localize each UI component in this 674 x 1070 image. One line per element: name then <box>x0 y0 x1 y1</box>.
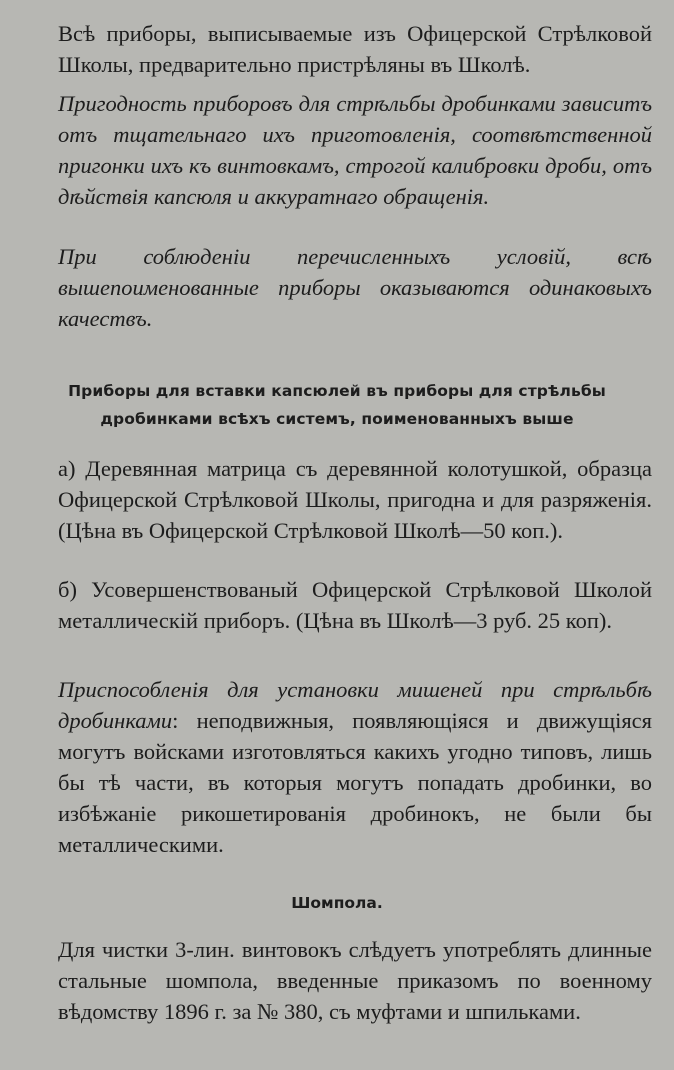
paragraph-instruments-zeroed: Всѣ приборы, выписываемые изъ Офицерской Стрѣлковой Школы, предварительно пристрѣляны въ Школѣ. <box>58 21 652 77</box>
section-heading-capsule-inserters: Приборы для вставки капсюлей въ приборы для стрѣльбы дробинками всѣхъ системъ, поименованныхъ выше <box>68 382 606 428</box>
paragraph-ramrods: Для чистки 3-лин. винтовокъ слѣдуетъ употреблять длинные стальные шомпола, введенные приказомъ по военному вѣдомству 1896 г. за № 380, съ муфтами и шпильками. <box>58 937 652 1024</box>
target-fixtures-lead-in: Приспособленія для установки мишеней при стрѣльбѣ дробинками <box>58 677 652 733</box>
list-item-a: а) Деревянная матрица съ деревянной колотушкой, образца Офицерской Стрѣлковой Школы, пригодна и для разряженія. (Цѣна въ Офицерской Стрѣлковой Школѣ—50 коп.). <box>58 456 652 543</box>
paragraph-conditions: При соблюденіи перечисленныхъ условій, всѣ вышепоименованные приборы оказываются одинаковыхъ качествъ. <box>58 244 652 331</box>
list-item-b: б) Усовершенствованый Офицерской Стрѣлковой Школой металлическій приборъ. (Цѣна въ Школѣ—3 руб. 25 коп). <box>58 577 652 633</box>
paragraph-suitability: Пригодность приборовъ для стрѣльбы дробинками зависитъ отъ тщательнаго ихъ приготовленія, соотвѣтственной пригонки ихъ къ винтовкамъ, строгой калибровки дроби, отъ дѣйствія капсюля и аккуратнаго обращенія. <box>58 91 652 209</box>
section-heading-ramrods: Шомпола. <box>291 894 383 912</box>
target-fixtures-body: : неподвижныя, появляющіяся и движущіяся могутъ войсками изготовляться какихъ угодно типовъ, лишь бы тѣ части, въ которыя могутъ попадать дробинки, во избѣжаніе рикошетированія дробинокъ, не были бы металлическими. <box>58 708 652 857</box>
paragraph-target-fixtures <box>58 674 652 860</box>
